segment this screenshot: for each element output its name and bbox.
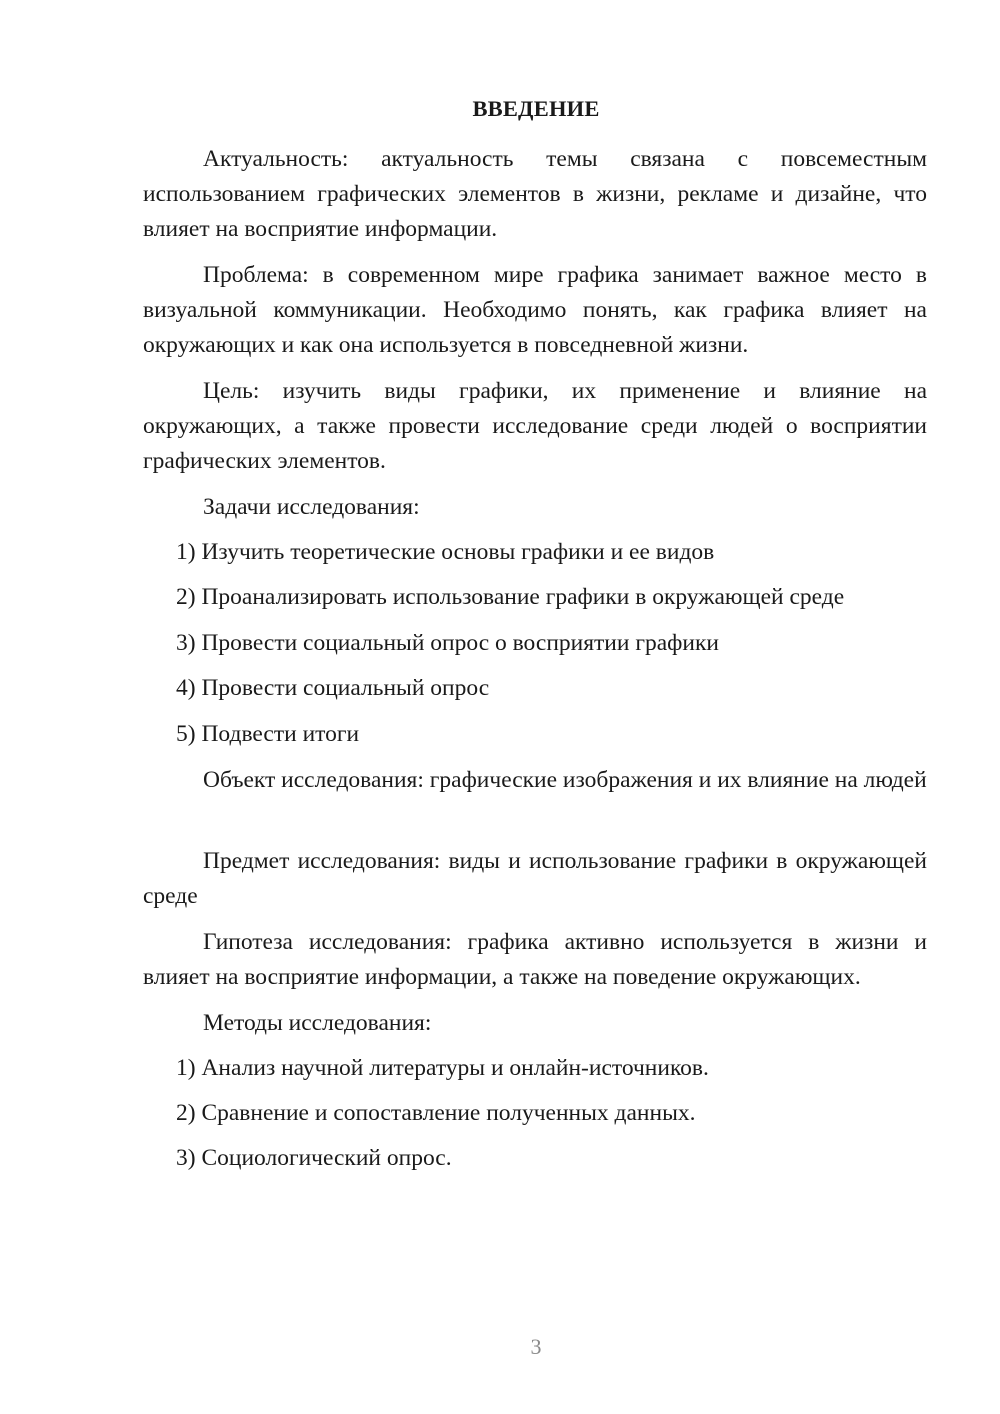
- problem-paragraph: Проблема: в современном мире графика занимает важное место в визуальной коммуникации. Необходимо понять, как графика влияет на окружающих и как она используется в повседневной жизни.: [143, 262, 927, 358]
- tasks-heading: Задачи исследования:: [203, 494, 420, 520]
- methods-heading: Методы исследования:: [203, 1010, 432, 1036]
- task-item-5: 5) Подвести итоги: [176, 721, 360, 747]
- section-title: ВВЕДЕНИЕ: [472, 96, 600, 121]
- method-item-1: 1) Анализ научной литературы и онлайн-источников.: [176, 1055, 709, 1081]
- object-paragraph: Объект исследования: графические изображения и их влияние на людей: [203, 767, 927, 793]
- task-item-1: 1) Изучить теоретические основы графики и ее видов: [176, 539, 715, 565]
- method-item-3: 3) Социологический опрос.: [176, 1145, 452, 1171]
- subject-paragraph: Предмет исследования: виды и использование графики в окружающей среде: [143, 848, 927, 909]
- relevance-paragraph: Актуальность: актуальность темы связана с повсеместным использованием графических элементов в жизни, рекламе и дизайне, что влияет на восприятие информации.: [143, 146, 927, 242]
- page-number: 3: [530, 1334, 542, 1359]
- task-item-2: 2) Проанализировать использование графики в окружающей среде: [176, 584, 845, 610]
- task-item-3: 3) Провести социальный опрос о восприятии графики: [176, 630, 719, 656]
- goal-paragraph: Цель: изучить виды графики, их применение и влияние на окружающих, а также провести исследование среди людей о восприятии графических элементов.: [143, 378, 927, 474]
- method-item-2: 2) Сравнение и сопоставление полученных данных.: [176, 1100, 696, 1126]
- hypothesis-paragraph: Гипотеза исследования: графика активно используется в жизни и влияет на восприятие информации, а также на поведение окружающих.: [143, 929, 927, 990]
- task-item-4: 4) Провести социальный опрос: [176, 675, 490, 701]
